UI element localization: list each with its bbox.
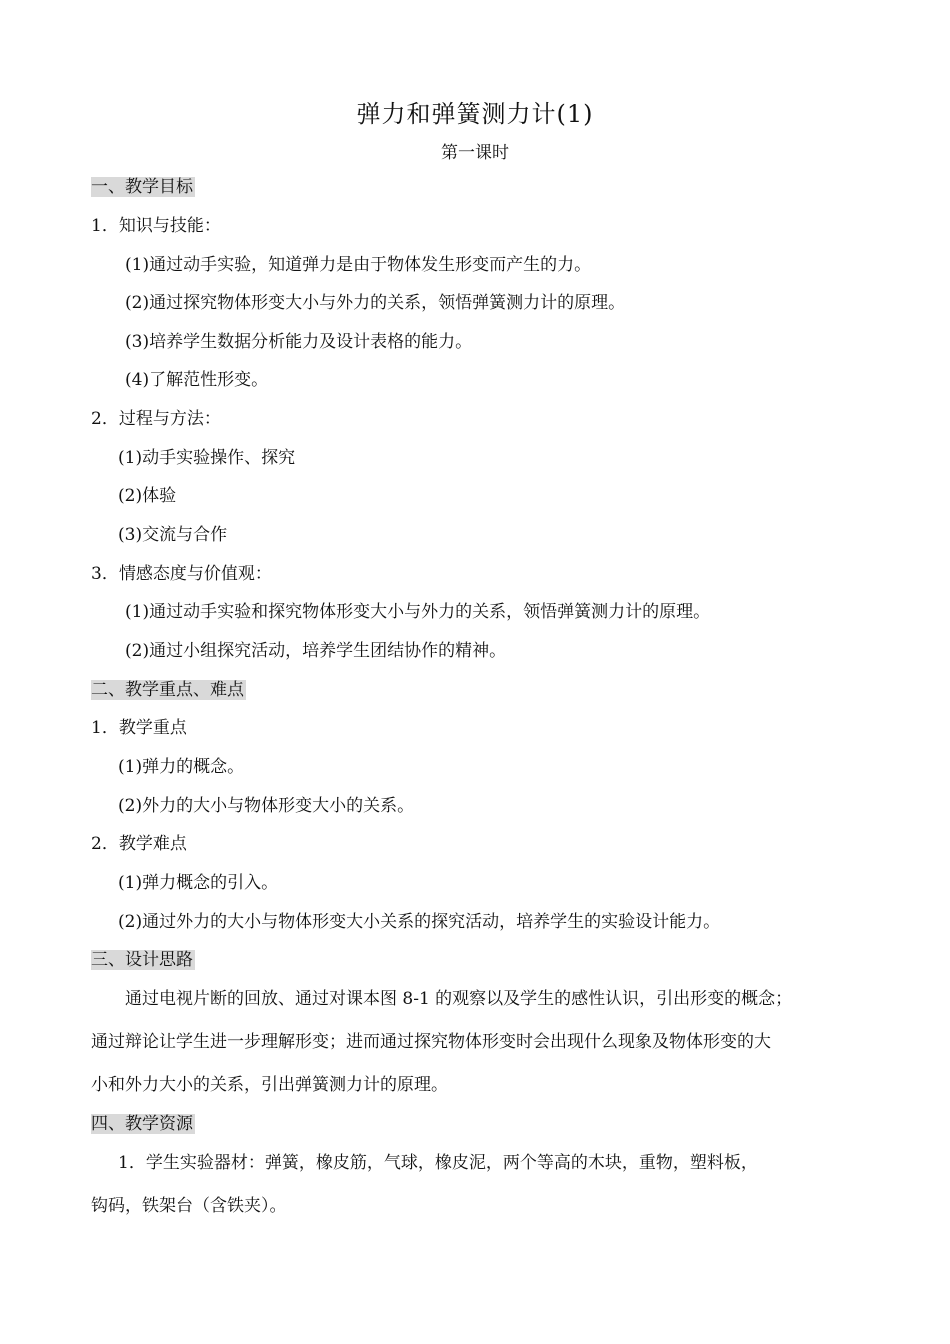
paragraph-line: 通过电视片断的回放、通过对课本图 8-1 的观察以及学生的感性认识，引出形变的概念； <box>125 989 793 1009</box>
list-item: (1)弹力的概念。 <box>118 757 245 777</box>
paragraph-line: 1．学生实验器材：弹簧，橡皮筋，气球，橡皮泥，两个等高的木块，重物，塑料板， <box>118 1153 758 1173</box>
list-item: (2)通过外力的大小与物体形变大小关系的探究活动，培养学生的实验设计能力。 <box>118 912 721 932</box>
list-item: (4)了解范性形变。 <box>125 370 269 390</box>
heading-text: 三、设计思路 <box>91 950 193 970</box>
paragraph-line: 通过辩论让学生进一步理解形变；进而通过探究物体形变时会出现什么现象及物体形变的大 <box>91 1032 771 1052</box>
list-item: (2)通过探究物体形变大小与外力的关系，领悟弹簧测力计的原理。 <box>125 293 626 313</box>
section-heading-design <box>91 948 195 972</box>
paragraph-line: 钩码，铁架台（含铁夹）。 <box>91 1196 287 1216</box>
subheading-difficulties: 2．教学难点 <box>91 834 187 854</box>
document-subtitle: 第一课时 <box>441 143 509 163</box>
list-item: (2)外力的大小与物体形变大小的关系。 <box>118 796 415 816</box>
section-heading-focus <box>91 678 246 702</box>
list-item: (2)通过小组探究活动，培养学生团结协作的精神。 <box>125 641 507 661</box>
list-item: (1)通过动手实验，知道弹力是由于物体发生形变而产生的力。 <box>125 255 592 275</box>
heading-text: 二、教学重点、难点 <box>91 680 244 700</box>
section-heading-resources <box>91 1112 195 1136</box>
heading-text: 四、教学资源 <box>91 1114 193 1134</box>
list-item: (3)培养学生数据分析能力及设计表格的能力。 <box>125 332 473 352</box>
heading-text: 一、教学目标 <box>91 177 193 197</box>
section-heading-goals <box>91 175 195 199</box>
list-item: (1)通过动手实验和探究物体形变大小与外力的关系，领悟弹簧测力计的原理。 <box>125 602 711 622</box>
subheading-key-points: 1．教学重点 <box>91 718 187 738</box>
document-title: 弹力和弹簧测力计(1) <box>356 100 594 128</box>
list-item: (1)动手实验操作、探究 <box>118 448 296 468</box>
subheading-process: 2．过程与方法： <box>91 409 221 429</box>
paragraph-line: 小和外力大小的关系，引出弹簧测力计的原理。 <box>91 1075 448 1095</box>
list-item: (1)弹力概念的引入。 <box>118 873 279 893</box>
subheading-attitude: 3．情感态度与价值观： <box>91 564 272 584</box>
subheading-knowledge: 1．知识与技能： <box>91 216 221 236</box>
list-item: (2)体验 <box>118 486 177 506</box>
list-item: (3)交流与合作 <box>118 525 228 545</box>
